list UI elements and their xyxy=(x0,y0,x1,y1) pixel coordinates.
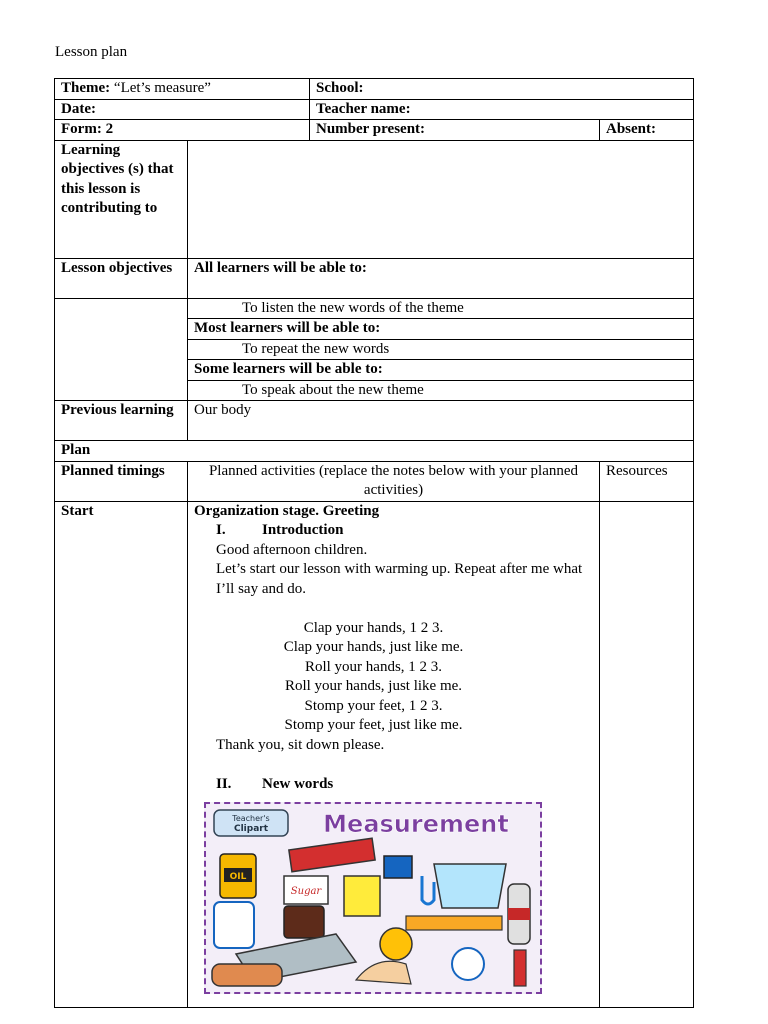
theme-cell xyxy=(55,79,310,100)
poem-line: Roll your hands, just like me. xyxy=(284,678,463,694)
all-learners-text-row xyxy=(55,298,694,319)
blank-line xyxy=(194,755,593,775)
poem-line: Clap your hands, 1 2 3. xyxy=(303,619,444,636)
clipart-logo-line2: Clipart xyxy=(233,824,269,834)
milk-jug-shape xyxy=(214,902,254,948)
sugar-label-text: Sugar xyxy=(290,886,322,897)
form-cell xyxy=(55,120,310,141)
section-new-words-title: New words xyxy=(262,775,334,792)
plan-header-row xyxy=(55,461,694,501)
previous-learning-row xyxy=(55,401,694,441)
crayon-shape xyxy=(514,950,526,986)
form-label: Form: xyxy=(61,121,102,137)
bread-shape xyxy=(212,964,282,986)
mug-shape xyxy=(384,856,412,878)
school-cell: School: xyxy=(310,79,694,100)
resources-label: Resources xyxy=(600,461,694,501)
form-value: 2 xyxy=(105,121,114,137)
measurement-clipart-svg xyxy=(206,804,540,992)
section-introduction-title: Introduction xyxy=(262,522,344,538)
all-learners-text: To listen the new words of the theme xyxy=(188,298,694,319)
tape-measure-shape xyxy=(380,928,412,960)
previous-learning-value: Our body xyxy=(188,401,694,441)
document-title: Lesson plan xyxy=(55,44,128,60)
theme-row xyxy=(55,79,694,100)
section-new-words-number: II. xyxy=(216,775,232,792)
poem-line: Stomp your feet, 1 2 3. xyxy=(304,697,443,714)
poem-line: Roll your hands, 1 2 3. xyxy=(304,658,443,675)
form-row xyxy=(55,120,694,141)
most-learners-label: Most learners will be able to: xyxy=(188,319,694,340)
theme-label: Theme: xyxy=(61,80,111,96)
bottle-label-shape xyxy=(508,908,530,920)
oil-label-text: OIL xyxy=(229,872,247,882)
measurement-clipart-image xyxy=(204,802,542,994)
planned-activities-label: Planned activities (replace the notes below with your planned activities) xyxy=(188,461,600,501)
poem-line: Clap your hands, just like me. xyxy=(283,639,464,655)
planned-timings-label: Planned timings xyxy=(55,461,188,501)
number-present-cell: Number present: xyxy=(310,120,600,141)
most-learners-text: To repeat the new words xyxy=(188,339,694,360)
small-scale-shape xyxy=(452,948,484,980)
start-label: Start xyxy=(55,501,188,1007)
previous-learning-label: Previous learning xyxy=(55,401,188,441)
lesson-objectives-row xyxy=(55,258,694,298)
date-cell: Date: xyxy=(55,99,310,120)
lesson-objectives-label: Lesson objectives xyxy=(55,258,188,298)
section-introduction xyxy=(194,521,593,541)
section-new-words xyxy=(194,775,593,795)
measuring-cup-shape xyxy=(434,864,506,908)
learning-objectives-label: Learning objectives (s) that this lesson is contributing to xyxy=(55,140,188,258)
start-row xyxy=(55,501,694,1007)
warmup-poem xyxy=(194,619,593,736)
clipart-logo-line1: Teacher's xyxy=(232,814,270,823)
blank-line xyxy=(194,599,593,619)
clipart-title: Measurement xyxy=(323,810,509,838)
teacher-name-cell: Teacher name: xyxy=(310,99,694,120)
start-resources xyxy=(600,501,694,1007)
some-learners-text: To speak about the new theme xyxy=(188,380,694,401)
plan-row xyxy=(55,441,694,462)
lesson-objectives-spacer xyxy=(55,298,188,401)
lesson-plan-table xyxy=(54,78,694,1008)
thanks-text: Thank you, sit down please. xyxy=(216,736,385,753)
jar-shape xyxy=(284,906,324,938)
absent-cell: Absent: xyxy=(600,120,694,141)
greeting-text: Good afternoon children. xyxy=(216,541,368,558)
all-learners-label: All learners will be able to: xyxy=(188,258,694,298)
start-activities xyxy=(188,501,600,1007)
poem-line: Stomp your feet, just like me. xyxy=(284,717,463,733)
plan-label: Plan xyxy=(55,441,694,462)
organization-stage: Organization stage. Greeting xyxy=(194,502,380,519)
theme-value: “Let’s measure” xyxy=(113,80,211,96)
ruler-shape xyxy=(406,916,502,930)
notebook-shape xyxy=(344,876,380,916)
learning-objectives-content xyxy=(188,140,694,258)
warmup-text: Let’s start our lesson with warming up. Repeat after me what I’ll say and do. xyxy=(216,561,583,597)
some-learners-label: Some learners will be able to: xyxy=(188,360,694,381)
section-introduction-number: I. xyxy=(216,522,226,538)
learning-objectives-row xyxy=(55,140,694,258)
date-row xyxy=(55,99,694,120)
